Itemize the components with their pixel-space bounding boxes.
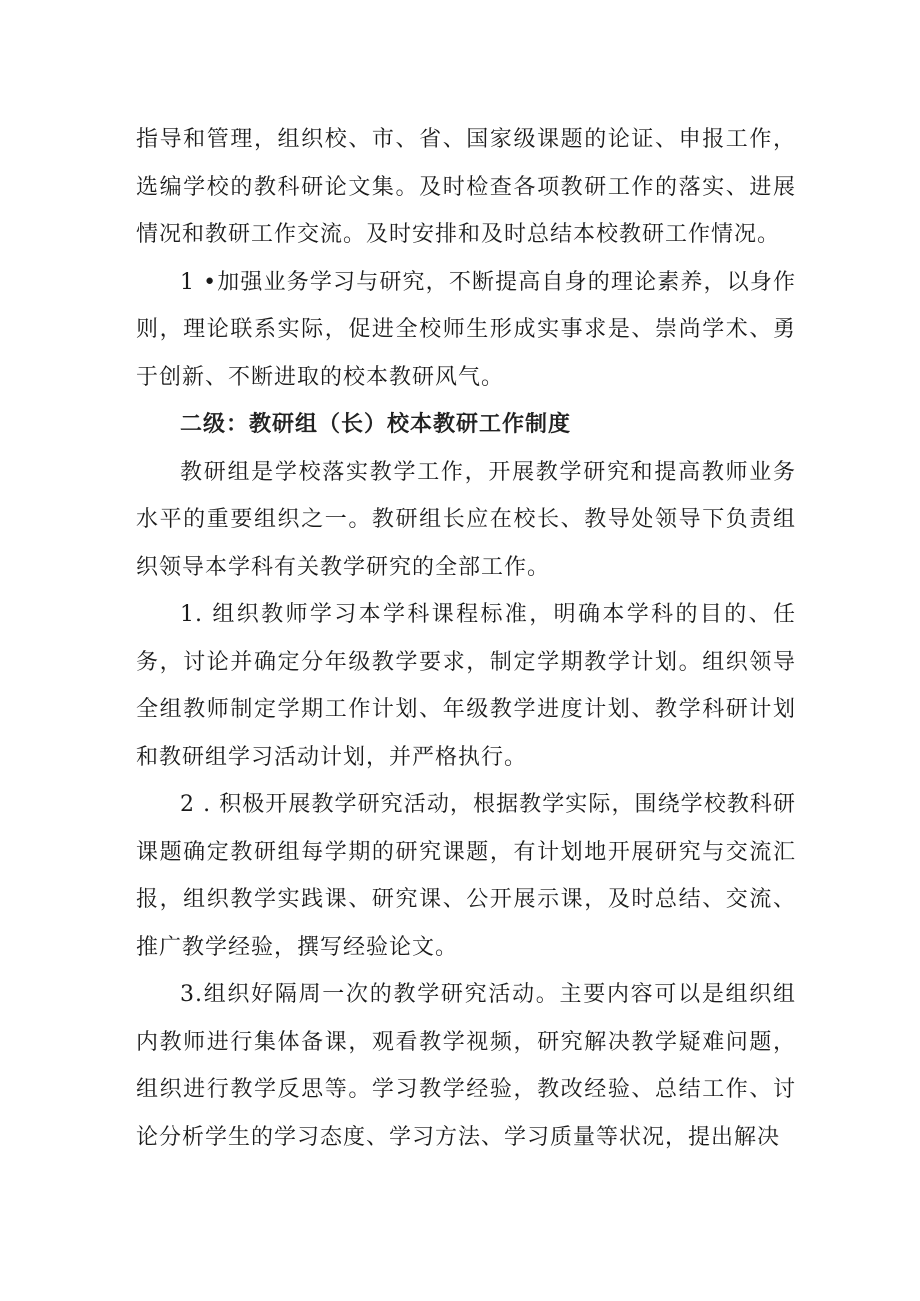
paragraph-item-2-research: 2 . 积极开展教学研究活动，根据教学实际，围绕学校教科研课题确定教研组每学期的研究课题，有计划地开展研究与交流汇报，组织教学实践课、研究课、公开展示课，及时总结、交流、推广教学经验，撰写经验论文。 — [136, 792, 796, 960]
paragraph-intro-continuation: 指导和管理，组织校、市、省、国家级课题的论证、申报工作，选编学校的教科研论文集。及时检查各项教研工作的落实、进展情况和教研工作交流。及时安排和及时总结本校教研工作情况。 — [136, 127, 796, 247]
section-heading-level-2: 二级：教研组（长）校本教研工作制度 — [180, 412, 572, 437]
paragraph-item-1-study: 1 •加强业务学习与研究，不断提高自身的理论素养，以身作则，理论联系实际，促进全校师生形成实事求是、崇尚学术、勇于创新、不断进取的校本教研风气。 — [136, 269, 796, 390]
document-body — [136, 116, 796, 1161]
paragraph-item-1-curriculum: 1. 组织教师学习本学科课程标准，明确本学科的目的、任务，讨论并确定分年级教学要求，制定学期教学计划。组织领导全组教师制定学期工作计划、年级教学进度计划、教学科研计划和教研组学习活动计划，并严格执行。 — [136, 602, 796, 770]
paragraph-item-3-activities: 3.组织好隔周一次的教学研究活动。主要内容可以是组织组内教师进行集体备课，观看教学视频，研究解决教学疑难问题，组织进行教学反思等。学习教学经验，教改经验、总结工作、讨论分析学生的学习态度、学习方法、学习质量等状况，提出解决 — [136, 982, 796, 1150]
paragraph-teaching-group-intro: 教研组是学校落实教学工作，开展教学研究和提高教师业务水平的重要组织之一。教研组长应在校长、教导处领导下负责组织领导本学科有关教学研究的全部工作。 — [136, 459, 796, 580]
